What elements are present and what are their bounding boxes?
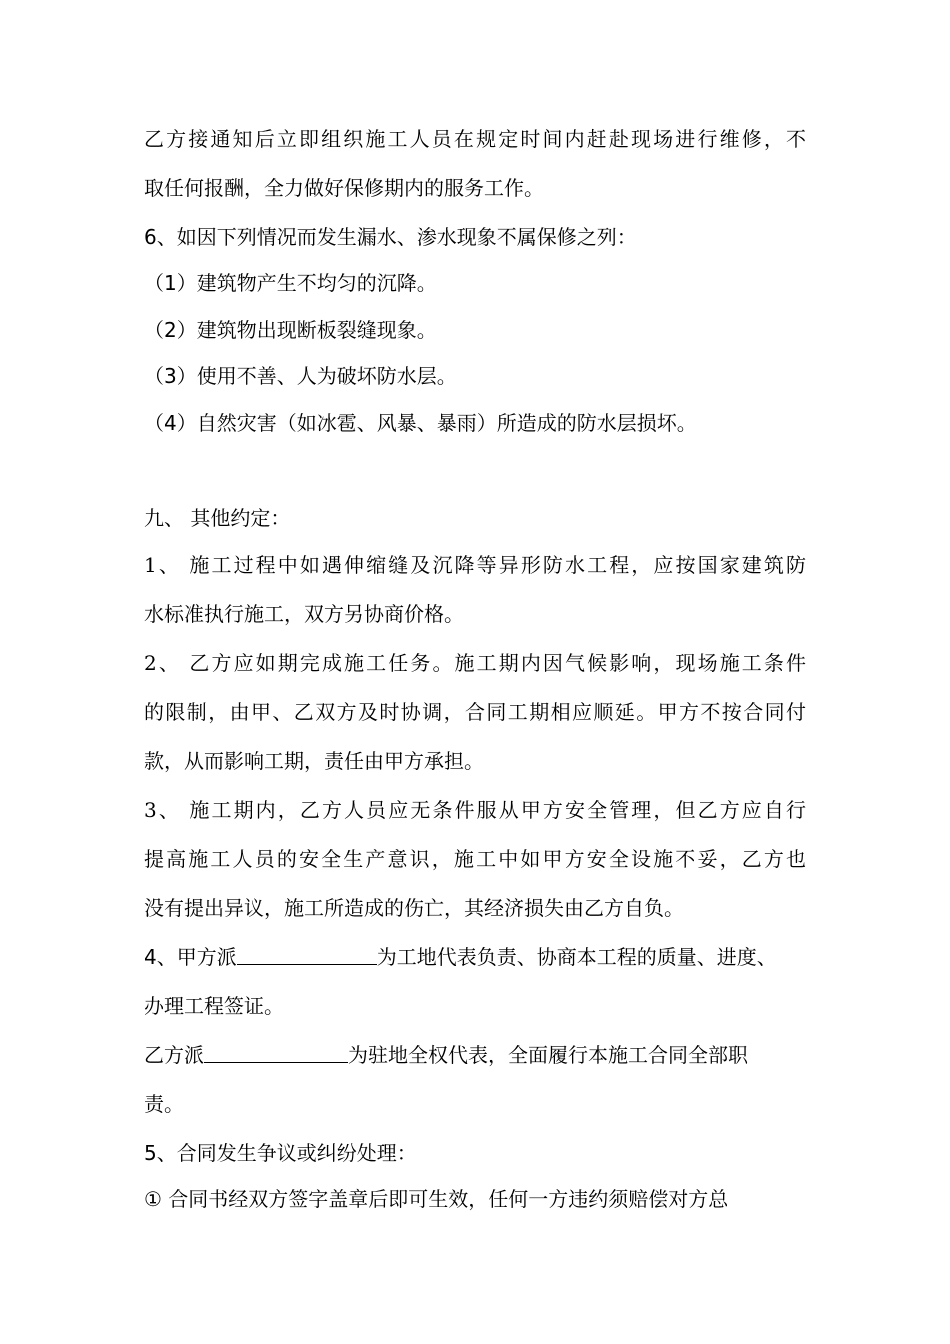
text-line: 的限制，由甲、乙双方及时协调，合同工期相应顺延。甲方不按合同付 xyxy=(144,700,806,724)
text-line: 提高施工人员的安全生产意识，施工中如甲方安全设施不妥，乙方也 xyxy=(144,847,806,871)
rep-duty: 为工地代表负责、协商本工程的质量、进度、 xyxy=(376,945,777,969)
list-item: ① 合同书经双方签字盖章后即可生效，任何一方违约须赔偿对方总 xyxy=(144,1187,729,1211)
signature-blank[interactable] xyxy=(237,942,377,965)
list-item: （4）自然灾害（如冰雹、风暴、暴雨）所造成的防水层损坏。 xyxy=(144,411,697,435)
list-item: （1）建筑物产生不均匀的沉降。 xyxy=(144,271,437,295)
text-line: 责。 xyxy=(144,1092,184,1116)
text-line: 水标准执行施工，双方另协商价格。 xyxy=(144,602,464,626)
text-line: 款，从而影响工期，责任由甲方承担。 xyxy=(144,749,484,773)
text-line: 取任何报酬，全力做好保修期内的服务工作。 xyxy=(144,176,544,200)
section-heading: 九、 其他约定： xyxy=(144,506,291,530)
text-line: 3、 施工期内，乙方人员应无条件服从甲方安全管理，但乙方应自行 xyxy=(144,798,806,822)
rep-line-party-b xyxy=(144,1040,748,1070)
rep-label: 乙方派 xyxy=(144,1043,204,1067)
signature-blank[interactable] xyxy=(204,1040,348,1063)
text-line: 没有提出异议，施工所造成的伤亡，其经济损失由乙方自负。 xyxy=(144,896,684,920)
text-line: 2、 乙方应如期完成施工任务。施工期内因气候影响，现场施工条件 xyxy=(144,651,806,675)
section-heading: 6、如因下列情况而发生漏水、渗水现象不属保修之列： xyxy=(144,225,637,249)
text-line: 办理工程签证。 xyxy=(144,994,284,1018)
rep-line-party-a xyxy=(144,942,777,972)
rep-duty: 为驻地全权代表，全面履行本施工合同全部职 xyxy=(348,1043,748,1067)
list-item: （3）使用不善、人为破坏防水层。 xyxy=(144,364,457,388)
text-line: 1、 施工过程中如遇伸缩缝及沉降等异形防水工程，应按国家建筑防 xyxy=(144,553,806,577)
section-heading: 5、合同发生争议或纠纷处理： xyxy=(144,1141,417,1165)
text-line: 乙方接通知后立即组织施工人员在规定时间内赶赴现场进行维修，不 xyxy=(144,127,806,151)
rep-label: 4、甲方派 xyxy=(144,945,237,969)
list-item: （2）建筑物出现断板裂缝现象。 xyxy=(144,318,437,342)
